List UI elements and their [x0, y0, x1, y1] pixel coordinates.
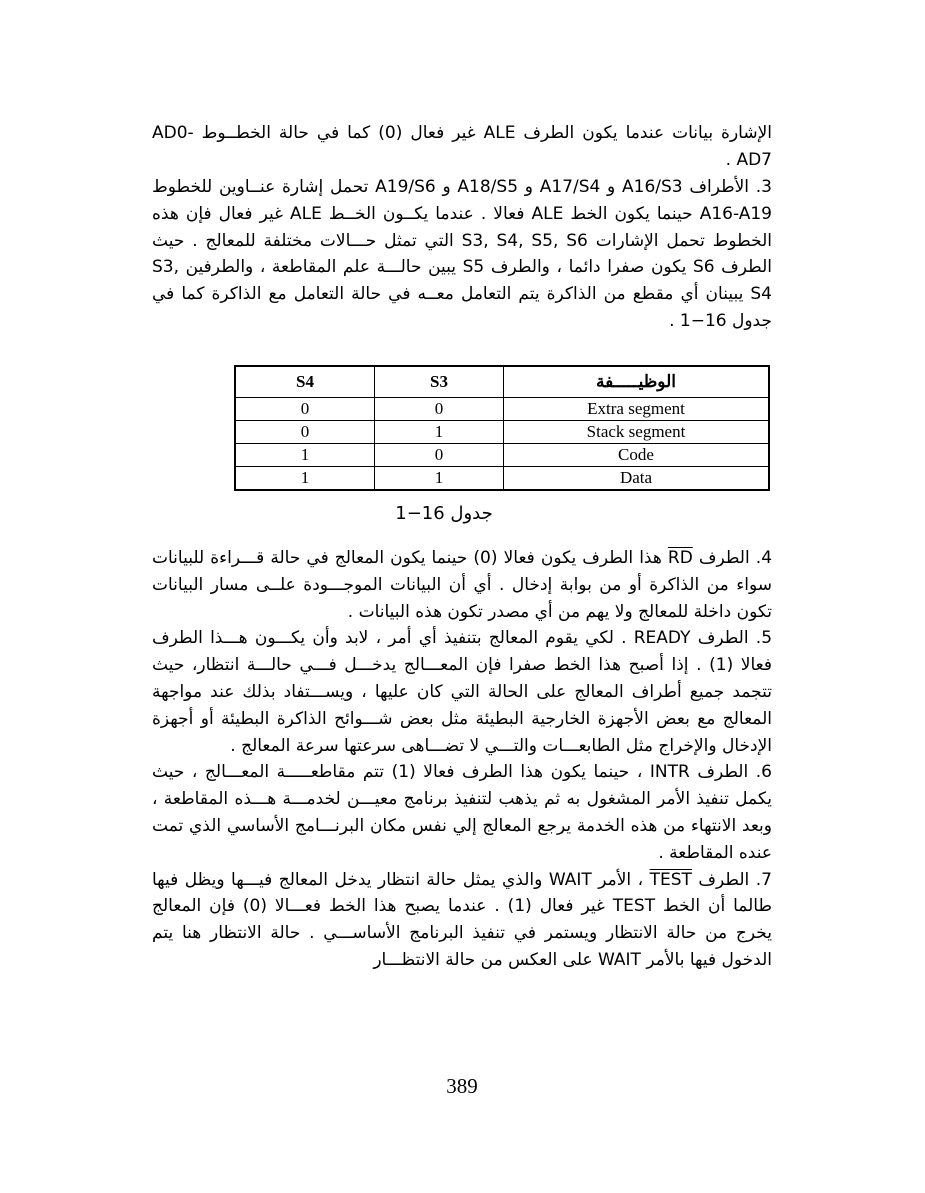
item-7-paragraph [152, 867, 772, 974]
cell-function: Data [504, 467, 770, 491]
header-function: الوظيـــــفة [504, 366, 770, 398]
top-paragraph [152, 120, 772, 174]
header-s4: S4 [235, 366, 375, 398]
items-4-7-block [152, 545, 772, 974]
cell-s4: 0 [235, 421, 375, 444]
cell-function: Stack segment [504, 421, 770, 444]
table-caption: جدول 16−1 [395, 503, 493, 524]
item-6-paragraph: 6. الطرف INTR ، حينما يكون هذا الطرف فعالا (1) تتم مقاطعـــــة المعـــالج ، حيث يكمل تنفيذ الأمر المشغول به ثم يذهب لتنفيذ برنامج معيـــن لخدمـــة هـــذه المقاطعة ، وبعد الانتهاء من هذه الخدمة يرجع المعالج إلي نفس مكان البرنـــامج الأساسي الذي تمت عنده المقاطعة . [152, 762, 772, 863]
cell-s3: 1 [375, 467, 504, 491]
cell-s3: 1 [375, 421, 504, 444]
table-row [235, 421, 769, 444]
cell-s4: 0 [235, 398, 375, 421]
item-4-paragraph [152, 545, 772, 625]
table-row [235, 467, 769, 491]
item-4-text: هذا الطرف يكون فعالا (0) حينما يكون المعالج في حالة قـــراءة للبيانات سواء من الذاكرة أو من بوابة إدخال . أي أن البيانات الموجـــودة علــى مسار البيانات تكون داخلة للمعالج ولا يهم من أي مصدر تكون هذه البيانات . [152, 548, 772, 622]
item-3-paragraph: 3. الأطراف A16/S3 و A17/S4 و A18/S5 و A19/S6 تحمل إشارة عنــاوين للخطوط A16-A19 حينما يكون الخط ALE فعالا . عندما يكــون الخــط ALE غير فعال فإن هذه الخطوط تحمل الإشارات S3, S4, S5, S6 التي تمثل حـــالات مختلفة للمعالج . حيث الطرف S6 يكون صفرا دائما ، والطرف S5 يبين حالـــة علم المقاطعة ، والطرفين S3, S4 يبينان أي مقطع من الذاكرة يتم التعامل معــه في حالة التعامل مع الذاكرة كما في جدول 16−1 . [152, 177, 772, 331]
page-number: 389 [446, 1074, 478, 1098]
paragraph-continuation: الإشارة بيانات عندما يكون الطرف ALE غير فعال (0) كما في حالة الخطــوط AD0-AD7 . [152, 123, 772, 170]
item-7-text: ، الأمر WAIT والذي يمثل حالة انتظار يدخل المعالج فيـــها ويظل فيها طالما أن الخط TEST غير فعال (1) . عندما يصبح هذا الخط فعـــالا (0) فإن المعالج يخرج من حالة الانتظار ويستمر في تنفيذ البرنامج الأساســـي . حالة الانتظار هنا يتم الدخول فيها بالأمر WAIT على العكس من حالة الانتظـــار [152, 869, 772, 970]
cell-s4: 1 [235, 467, 375, 491]
table-header-row [235, 366, 769, 398]
segment-table [234, 365, 770, 491]
test-signal: TEST [649, 869, 692, 890]
item-5-paragraph: 5. الطرف READY . لكي يقوم المعالج بتنفيذ أي أمر ، لابد وأن يكـــون هـــذا الطرف فعالا (1) . إذا أصبح هذا الخط صفرا فإن المعـــالج يدخـــل فـــي حالـــة انتظار، حيث تتجمد جميع أطراف المعالج على الحالة التي كان عليها ، ويســـتفاد بذلك عند مواجهة المعالج مع بعض الأجهزة الخارجية البطيئة مثل بعض شـــوائح الذاكرة البطيئة أو أجهزة الإدخال والإخراج مثل الطابعـــات والتـــي لا تضـــاهى سرعتها سرعة المعالج . [152, 628, 773, 756]
table-row [235, 398, 769, 421]
cell-s3: 0 [375, 398, 504, 421]
table-row [235, 444, 769, 467]
cell-function: Extra segment [504, 398, 770, 421]
cell-s3: 0 [375, 444, 504, 467]
cell-s4: 1 [235, 444, 375, 467]
header-s3: S3 [375, 366, 504, 398]
item-4-prefix: 4. الطرف [692, 548, 773, 568]
rd-signal: RD [667, 548, 693, 568]
cell-function: Code [504, 444, 770, 467]
item-3-block [152, 174, 772, 335]
item-7-prefix: 7. الطرف [691, 869, 772, 890]
